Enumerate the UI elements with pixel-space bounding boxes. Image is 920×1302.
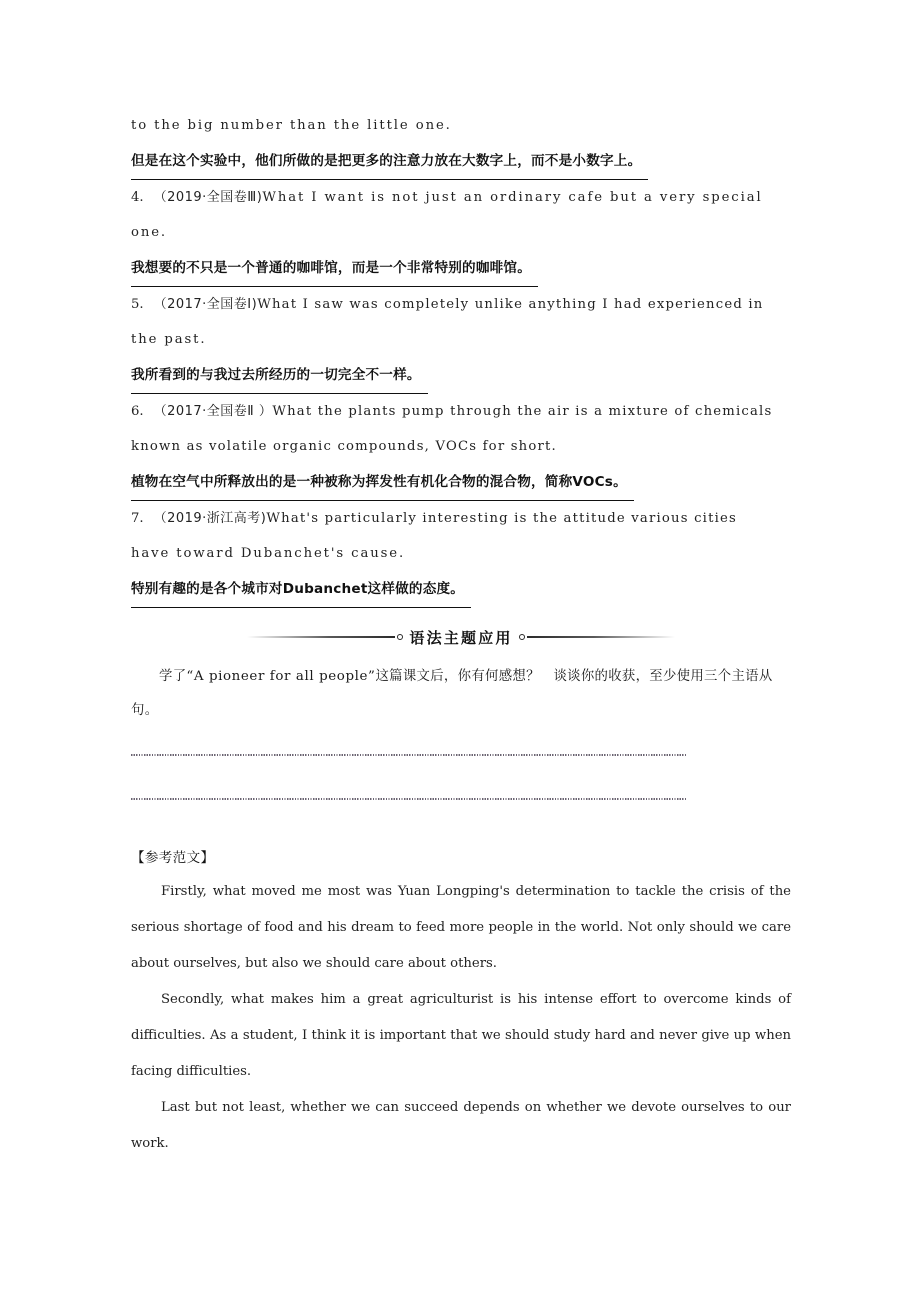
- prompt-article-title: “A pioneer for all people”: [186, 669, 376, 684]
- question-source: （2017·全国卷Ⅰ): [153, 297, 258, 312]
- question-english-part: What's particularly interesting is the attitude various cities: [266, 511, 737, 526]
- question-number: 6.: [131, 404, 144, 419]
- model-essay-heading: 【参考范文】: [131, 850, 215, 866]
- question-line: [131, 501, 791, 536]
- answer-row: [131, 464, 791, 501]
- writing-prompt: [131, 660, 791, 728]
- model-essay-paragraph: Last but not least, whether we can succeed depends on whether we devote ourselves to our work.: [131, 1100, 791, 1151]
- question-item-6: [131, 394, 791, 501]
- question-english-part: What the plants pump through the air is a mixture of chemicals: [272, 404, 773, 419]
- question-number: 4.: [131, 190, 144, 205]
- page-content: [131, 108, 791, 1162]
- answer-underlined-text: 特别有趣的是各个城市对Dubanchet这样做的态度。: [131, 572, 471, 608]
- question-source: （2019·浙江高考): [153, 511, 267, 526]
- answer-row: [131, 571, 791, 608]
- answer-underlined-text: 但是在这个实验中，他们所做的是把更多的注意力放在大数字上，而不是小数字上。: [131, 144, 648, 180]
- question-english-continued: known as volatile organic compounds, VOCs for short.: [131, 439, 557, 454]
- divider-rule-left: [247, 636, 395, 638]
- question-item-4: [131, 180, 791, 287]
- question-english-continued: the past.: [131, 332, 207, 347]
- answer-underlined-text: 我想要的不只是一个普通的咖啡馆，而是一个非常特别的咖啡馆。: [131, 251, 538, 287]
- section-divider: [131, 622, 791, 652]
- prompt-tail: 这篇课文后，你有何感想？ 谈谈你的收获，至少使用三个主语从句。: [131, 669, 773, 718]
- model-essay-paragraph: Firstly, what moved me most was Yuan Longping's determination to tackle the crisis of the serious shortage of food and his dream to feed more people in the world. Not only should we care about ourselves, but also we should care about others.: [131, 884, 791, 971]
- divider-rule-right: [527, 636, 675, 638]
- question-item-5: [131, 287, 791, 394]
- divider-circle-left-icon: [397, 634, 403, 640]
- answer-underlined-text: 我所看到的与我过去所经历的一切完全不一样。: [131, 358, 428, 394]
- question-source: （2019·全国卷Ⅲ): [153, 190, 263, 205]
- question-english-part: What I saw was completely unlike anything I had experienced in: [257, 297, 764, 312]
- answer-writing-area[interactable]: [131, 754, 791, 800]
- writing-line[interactable]: [131, 754, 686, 756]
- continued-english-line: to the big number than the little one.: [131, 118, 452, 133]
- question-line: [131, 180, 791, 215]
- prompt-lead: 学了: [159, 669, 187, 684]
- question-english-continued: have toward Dubanchet's cause.: [131, 546, 406, 561]
- question-item-7: [131, 501, 791, 608]
- section-title: 语法主题应用: [409, 628, 513, 647]
- answer-underlined-text: 植物在空气中所释放出的是一种被称为挥发性有机化合物的混合物，简称VOCs。: [131, 465, 634, 501]
- question-number: 7.: [131, 511, 144, 526]
- answer-row: [131, 250, 791, 287]
- question-line: [131, 287, 791, 322]
- answer-row: [131, 357, 791, 394]
- writing-line[interactable]: [131, 798, 686, 800]
- model-essay-paragraph: Secondly, what makes him a great agriculturist is his intense effort to overcome kinds of difficulties. As a student, I think it is important that we should study hard and never give up when facing difficulties.: [131, 992, 791, 1079]
- continued-answer-row: [131, 143, 791, 180]
- question-line: [131, 394, 791, 429]
- divider-circle-right-icon: [519, 634, 525, 640]
- question-source: （2017·全国卷Ⅱ ）: [153, 404, 273, 419]
- question-english-part: What I want is not just an ordinary cafe but a very special: [262, 190, 763, 205]
- question-english-continued: one.: [131, 225, 168, 240]
- question-number: 5.: [131, 297, 144, 312]
